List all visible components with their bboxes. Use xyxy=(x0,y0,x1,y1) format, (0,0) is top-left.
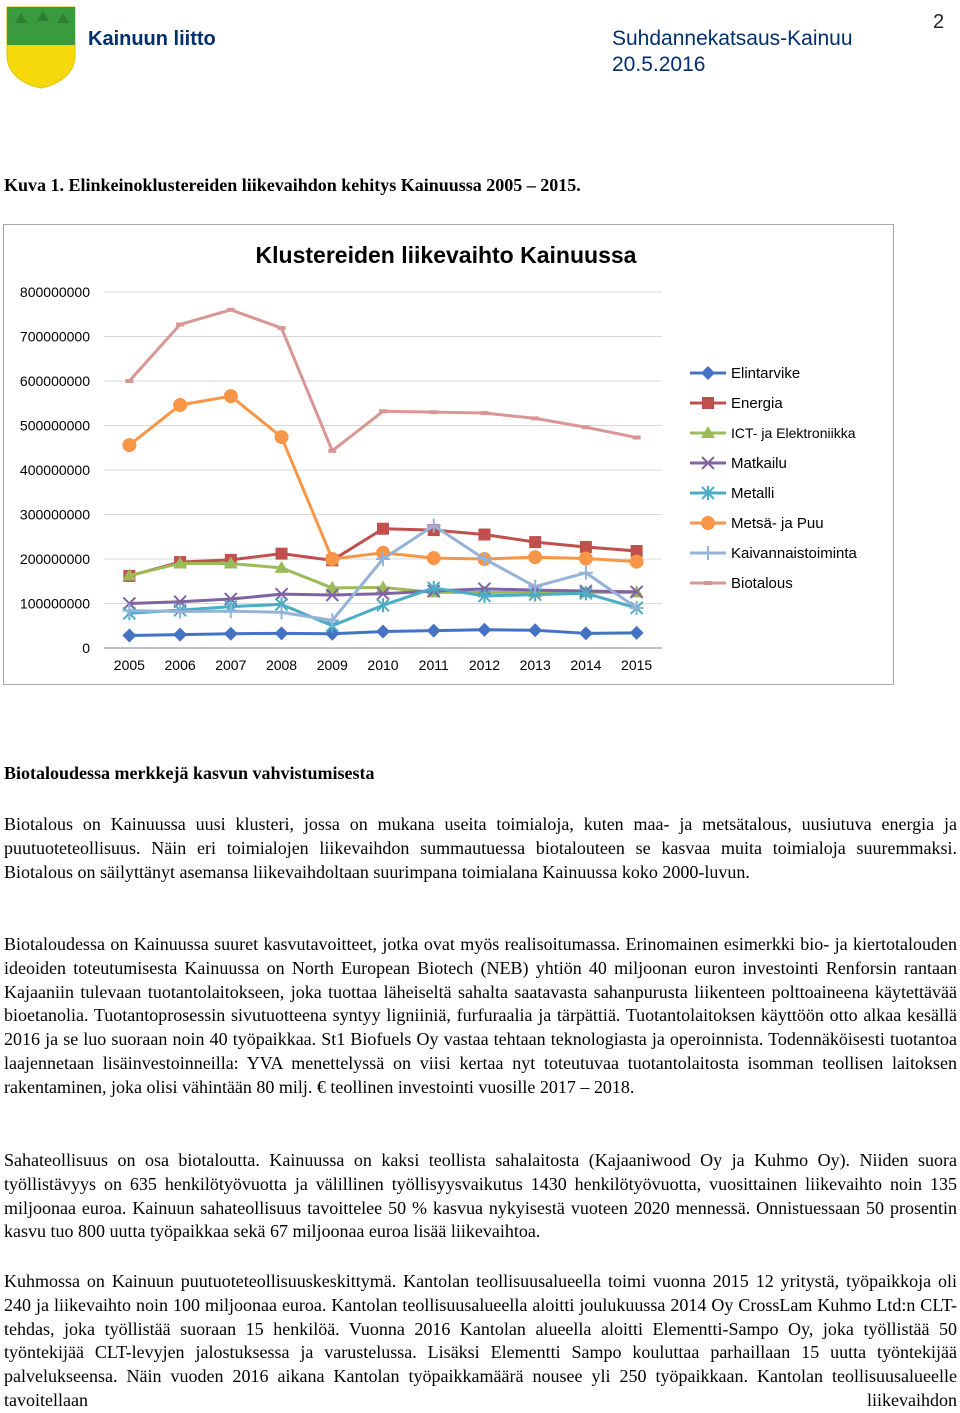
legend-entry xyxy=(690,515,824,532)
data-point xyxy=(275,626,289,640)
y-tick-label: 0 xyxy=(82,640,90,656)
x-tick-label: 2010 xyxy=(367,657,399,673)
x-tick-label: 2014 xyxy=(570,657,602,673)
paragraph-1: Biotalous on Kainuussa uusi klusteri, jossa on mukana useita toimialoja, kuten maa- ja metsätalous, uusiutuva energia ja puutuoteteollisuus. Näin eri toimialojen liikevaihdon summautuessa biotalouteen se kasvaa muita toimialoja suuremmaksi. Biotalous on säilyttänyt asemansa liikevaihdoltaan suurimpana toimialana Kainuussa koko 2000-luvun. xyxy=(4,814,957,882)
coat-of-arms-logo xyxy=(5,5,77,89)
document-date: 20.5.2016 xyxy=(612,53,706,76)
data-point xyxy=(630,626,644,640)
paragraph-4: Kuhmossa on Kainuun puutuoteteollisuuskeskittymä. Kantolan teollisuusalueella toimi vuonna 2015 12 yritystä, työpaikkoja oli 240 ja liikevaihto noin 100 miljoonaa euroa. Kantolan teollisuusalueella aloitti joulukuussa 2014 Oy CrossLam Kuhmo Ltd:n CLT-tehdas, joka työllistää suoraan 15 henkilöä. Vuonna 2016 Kantolan alueella aloitti Elementti-Sampo Oy, joka työllistää 50 työntekijää CLT-levyjen jalostuksessa ja varustelussa. Lisäksi Elementti Sampo kouluttaa parhaillaan 15 uutta työntekijää palvelukseensa. Näin vuoden 2016 aikana Kantolan työpaikkamäärä nousee yli 250 työpaikkaan. Kantolan teollisuusalueelle tavoitellaan liikevaihdon xyxy=(4,1271,957,1410)
legend-entry xyxy=(690,485,774,502)
y-tick-label: 800000000 xyxy=(19,284,90,300)
data-point xyxy=(379,409,387,413)
x-tick-label: 2011 xyxy=(418,657,449,673)
x-tick-label: 2008 xyxy=(265,657,298,673)
data-point xyxy=(579,626,593,640)
chart-title: Klustereiden liikevaihto Kainuussa xyxy=(255,242,637,268)
data-point xyxy=(376,625,390,639)
y-tick-label: 400000000 xyxy=(19,462,90,478)
data-point xyxy=(430,410,438,414)
figure-caption: Kuva 1. Elinkeinoklustereiden liikevaihdon kehitys Kainuussa 2005 – 2015. xyxy=(4,175,581,195)
series-line xyxy=(129,396,636,562)
paragraph-3: Sahateollisuus on osa biotaloutta. Kainuussa on kaksi teollista sahalaitosta (Kajaaniwood Oy ja Kuhmo Oy). Niiden suora työllistävyys on 635 henkilötyövuotta ja välillinen työllisyysvaikutus 1430 henkilötyövuotta, vuosittainen liikevaihto noin 135 miljoonaa euroa. Kainuun sahateollisuus tavoittelee 50 % kasvua nykyisestä vuoteen 2020 mennessä. Onnistuessaan 50 prosentin kasvu tuo 800 uutta työpaikkaa sekä 67 miljoonaa euroa lisää liikevaihtoa. xyxy=(4,1150,957,1242)
organization-name: Kainuun liitto xyxy=(88,28,216,50)
y-tick-label: 200000000 xyxy=(19,551,90,567)
legend-label: Metalli xyxy=(731,485,775,502)
data-point xyxy=(478,529,490,541)
series-line xyxy=(129,310,636,451)
data-point xyxy=(122,629,136,643)
legend-entry xyxy=(690,425,856,441)
data-point xyxy=(477,623,491,637)
legend-label: Matkailu xyxy=(731,455,787,472)
legend-label: Biotalous xyxy=(731,575,793,592)
legend-label: Kaivannaistoiminta xyxy=(731,545,857,562)
legend-entry xyxy=(690,545,858,562)
section-heading: Biotaloudessa merkkejä kasvun vahvistumisesta xyxy=(4,763,375,783)
data-point xyxy=(579,552,593,566)
data-point xyxy=(224,389,238,403)
data-point xyxy=(480,411,488,415)
data-point xyxy=(224,627,238,641)
y-tick-label: 600000000 xyxy=(19,373,90,389)
document-title: Suhdannekatsaus-Kainuu xyxy=(612,27,853,50)
data-point xyxy=(427,624,441,638)
data-point xyxy=(278,326,286,330)
data-point xyxy=(173,628,187,642)
data-point xyxy=(176,322,184,326)
series-biotalous xyxy=(125,308,640,453)
line-chart xyxy=(3,224,894,685)
chart-canvas xyxy=(4,225,893,684)
x-tick-label: 2007 xyxy=(215,657,247,673)
data-point xyxy=(528,623,542,637)
page-number: 2 xyxy=(933,11,945,33)
x-tick-label: 2006 xyxy=(164,657,196,673)
data-point xyxy=(328,449,336,453)
series-elintarvike xyxy=(122,623,643,643)
data-point xyxy=(529,536,541,548)
data-point xyxy=(275,430,289,444)
y-tick-label: 500000000 xyxy=(19,417,90,434)
legend-entry xyxy=(690,575,793,592)
data-point xyxy=(580,541,592,553)
data-point xyxy=(377,523,389,535)
data-point xyxy=(633,436,641,440)
x-tick-label: 2015 xyxy=(621,657,653,673)
paragraph-2: Biotaloudessa on Kainuussa suuret kasvutavoitteet, jotka ovat myös realisoitumassa. Erinomainen esimerkki bio- ja kiertotalouden ideoiden toteutumisesta Kainuussa on North European Biotech (NEB) yhtiön 40 miljoonan euron investointi Renforsin rantaan Kajaaniin tulevaan tuotantolaitokseen, joka tuottaa läheiseltä sahalta saatavasta sahanpurusta liikenteen polttoaineena käytettävää bioetanolia. Tuotantoprosessin sivutuotteena syntyy ligniiniä, furfuraalia ja tärpättiä. Tuotantolaitoksen käyttöön otto alkaa kesällä 2016 ja se luo suoraan noin 40 työpaikkaa. St1 Biofuels Oy vastaa tehtaan teknologiasta ja operoinnista. Todennäköisesti tuotantoa laajennetaan lisäinvestoinneilla: YVA menettelyssä on viisi kertaa nyt toteutuvaa tuotantolaitosta isomman teollisen laitoksen rakentaminen, joka olisi vähintään 80 milj. € teollinen investointi vuosille 2017 – 2018. xyxy=(4,934,957,1097)
y-tick-label: 700000000 xyxy=(19,328,90,345)
x-tick-label: 2013 xyxy=(519,657,551,673)
data-point xyxy=(325,552,339,566)
x-tick-label: 2009 xyxy=(316,657,348,673)
legend-label: Energia xyxy=(731,395,783,412)
legend-entry xyxy=(690,455,787,472)
data-point xyxy=(122,438,136,452)
x-tick-label: 2012 xyxy=(468,657,501,673)
x-tick-label: 2005 xyxy=(113,657,145,673)
legend-label: Metsä- ja Puu xyxy=(731,515,824,532)
y-tick-label: 300000000 xyxy=(19,506,90,523)
data-point xyxy=(122,604,136,618)
data-point xyxy=(227,308,235,312)
legend-label: ICT- ja Elektroniikka xyxy=(731,425,856,441)
y-tick-label: 100000000 xyxy=(19,595,90,612)
data-point xyxy=(173,398,187,412)
data-point xyxy=(276,548,288,560)
legend-entry xyxy=(690,365,800,382)
legend-entry xyxy=(690,395,783,412)
data-point xyxy=(125,379,133,383)
series-metsä-ja-puu xyxy=(122,389,643,569)
data-point xyxy=(582,425,590,429)
data-point xyxy=(528,550,542,564)
legend-label: Elintarvike xyxy=(731,365,801,382)
data-point xyxy=(427,551,441,565)
data-point xyxy=(630,555,644,569)
data-point xyxy=(531,416,539,420)
